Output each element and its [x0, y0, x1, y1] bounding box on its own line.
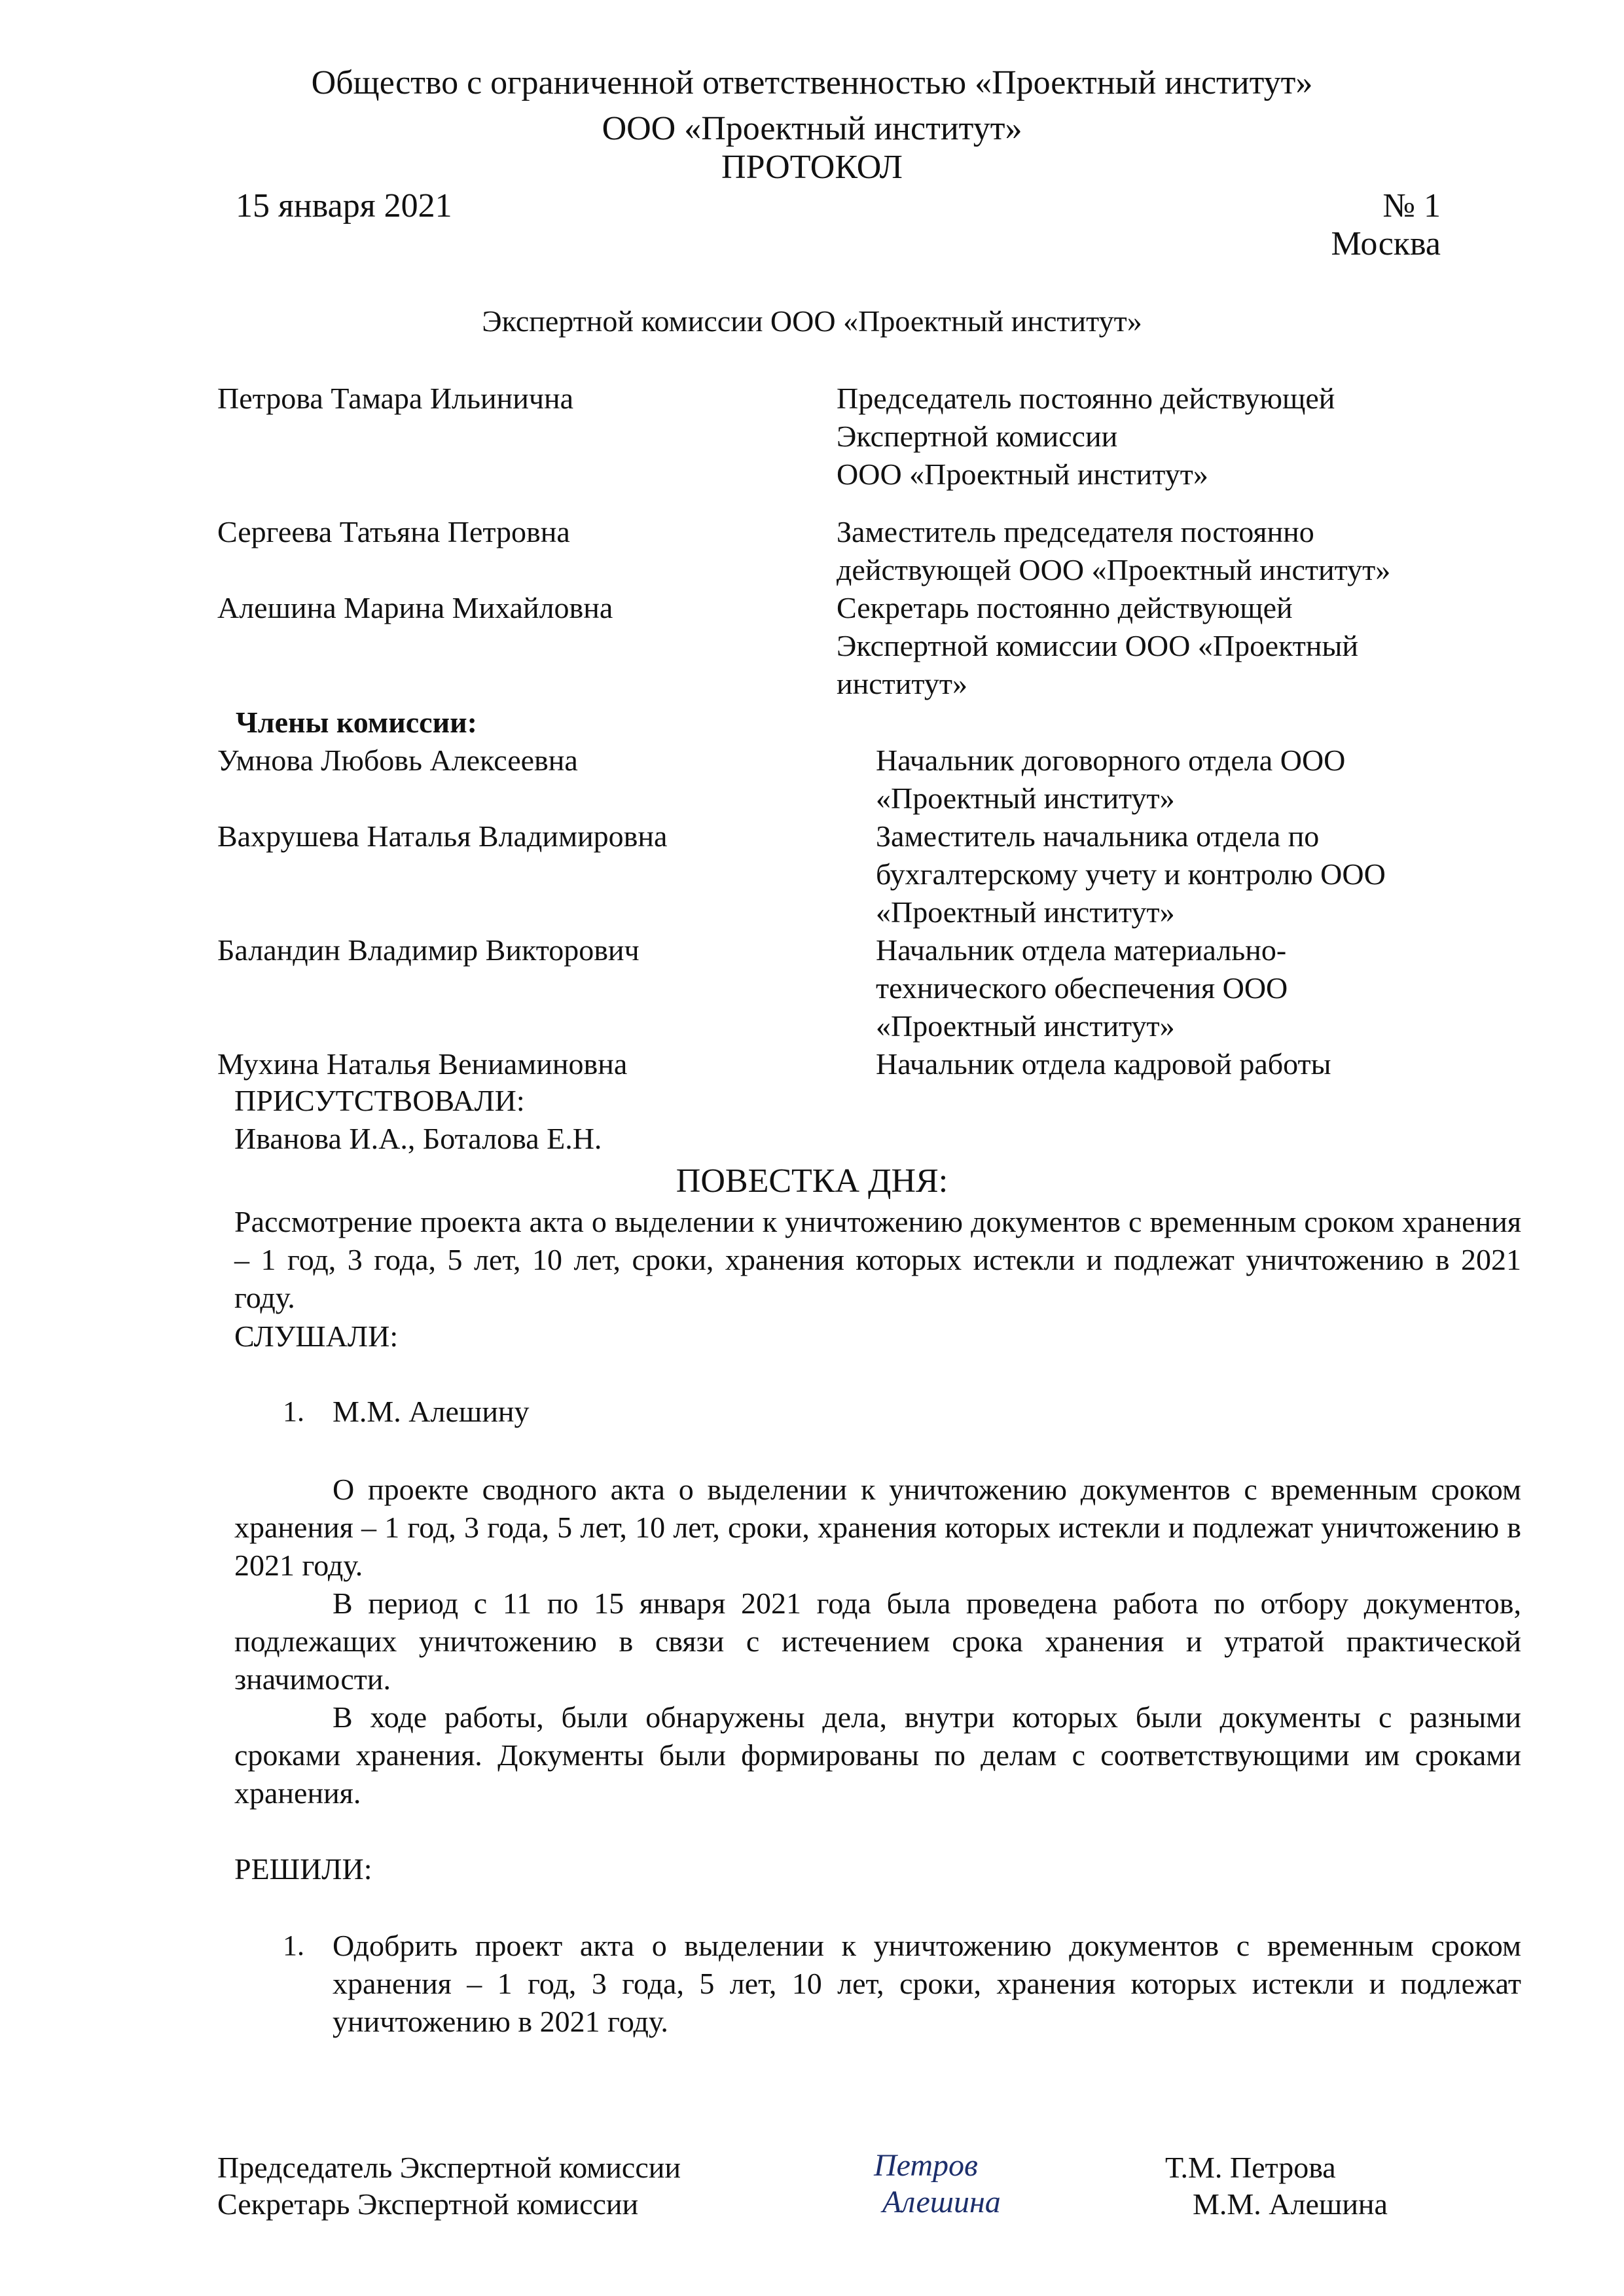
decided-heading: РЕШИЛИ: [234, 1852, 372, 1886]
org-full-name: Общество с ограниченной ответственностью «Проектный институт» [311, 64, 1313, 101]
member-role-line: технического обеспечения ООО [876, 971, 1288, 1005]
org-short-name: ООО «Проектный институт» [602, 110, 1022, 147]
member-name: Баландин Владимир Викторович [217, 933, 640, 967]
person-role-line: Экспертной комиссии [837, 420, 1118, 453]
member-role-line: «Проектный институт» [876, 895, 1175, 929]
member-role-line: Начальник отдела материально- [876, 933, 1287, 967]
heard-item-number: 1. [283, 1395, 304, 1427]
member-role-line: Начальник отдела кадровой работы [876, 1047, 1331, 1081]
document-city: Москва [1331, 225, 1441, 262]
person-role-line: действующей ООО «Проектный институт» [837, 553, 1391, 586]
document-type: ПРОТОКОЛ [721, 149, 903, 186]
heard-paragraph: В ходе работы, были обнаружены дела, внутри которых были документы с разными сроками хранения. Документы были формированы по делам с соответствующими им сроками хранения. [234, 1700, 1521, 1810]
person-name: Алешина Марина Михайловна [217, 591, 613, 624]
member-role-line: Начальник договорного отдела ООО [876, 744, 1346, 777]
member-name: Вахрушева Наталья Владимировна [217, 819, 668, 853]
document-subtitle: Экспертной комиссии ООО «Проектный институт» [482, 304, 1142, 338]
member-role-line: «Проектный институт» [876, 781, 1175, 815]
heard-heading: СЛУШАЛИ: [234, 1319, 399, 1353]
decided-item-number: 1. [283, 1929, 304, 1962]
document-number: № 1 [1382, 187, 1441, 224]
member-name: Умнова Любовь Алексеевна [217, 744, 578, 777]
document-date: 15 января 2021 [236, 187, 452, 224]
present-names: Иванова И.А., Боталова Е.Н. [234, 1122, 602, 1155]
person-role-line: Экспертной комиссии ООО «Проектный [837, 629, 1359, 662]
member-name: Мухина Наталья Вениаминовна [217, 1047, 628, 1081]
member-role-line: «Проектный институт» [876, 1009, 1175, 1043]
agenda-heading: ПОВЕСТКА ДНЯ: [676, 1162, 948, 1200]
signatory-title: Секретарь Экспертной комиссии [217, 2187, 639, 2221]
signature-handwritten: Алешина [882, 2185, 1001, 2219]
member-role-line: бухгалтерскому учету и контролю ООО [876, 857, 1386, 891]
person-name: Петрова Тамара Ильинична [217, 382, 574, 415]
person-role-line: Заместитель председателя постоянно [837, 515, 1314, 548]
member-role-line: Заместитель начальника отдела по [876, 819, 1320, 853]
present-heading: ПРИСУТСТВОВАЛИ: [234, 1084, 525, 1117]
members-heading: Члены комиссии: [236, 706, 477, 739]
signatory-name: М.М. Алешина [1193, 2187, 1388, 2221]
heard-speaker: М.М. Алешину [333, 1395, 530, 1428]
person-role-line: Секретарь постоянно действующей [837, 591, 1293, 624]
decided-text: Одобрить проект акта о выделении к уничтожению документов с временным сроком хранения – 1 год, 3 года, 5 лет, 10 лет, сроки, хранения которых истекли и подлежат уничтожению в 2021 году. [333, 1929, 1521, 2038]
signatory-title: Председатель Экспертной комиссии [217, 2151, 681, 2184]
person-name: Сергеева Татьяна Петровна [217, 515, 570, 548]
person-role-line: Председатель постоянно действующей [837, 382, 1335, 415]
person-role-line: институт» [837, 667, 967, 700]
agenda-text: Рассмотрение проекта акта о выделении к уничтожению документов с временным сроком хранения – 1 год, 3 года, 5 лет, 10 лет, сроки, хранения которых истекли и подлежат уничтожению в 2021 году. [234, 1205, 1521, 1314]
heard-paragraph: О проекте сводного акта о выделении к уничтожению документов с временным сроком хранения – 1 год, 3 года, 5 лет, 10 лет, сроки, хранения которых истекли и подлежат уничтожению в 2021 году. [234, 1473, 1521, 1582]
person-role-line: ООО «Проектный институт» [837, 457, 1208, 491]
signature-handwritten: Петров [874, 2148, 978, 2183]
signatory-name: Т.М. Петрова [1165, 2151, 1336, 2184]
heard-paragraph: В период с 11 по 15 января 2021 года была проведена работа по отбору документов, подлежащих уничтожению в связи с истечением срока хранения и утратой практической значимости. [234, 1587, 1521, 1696]
